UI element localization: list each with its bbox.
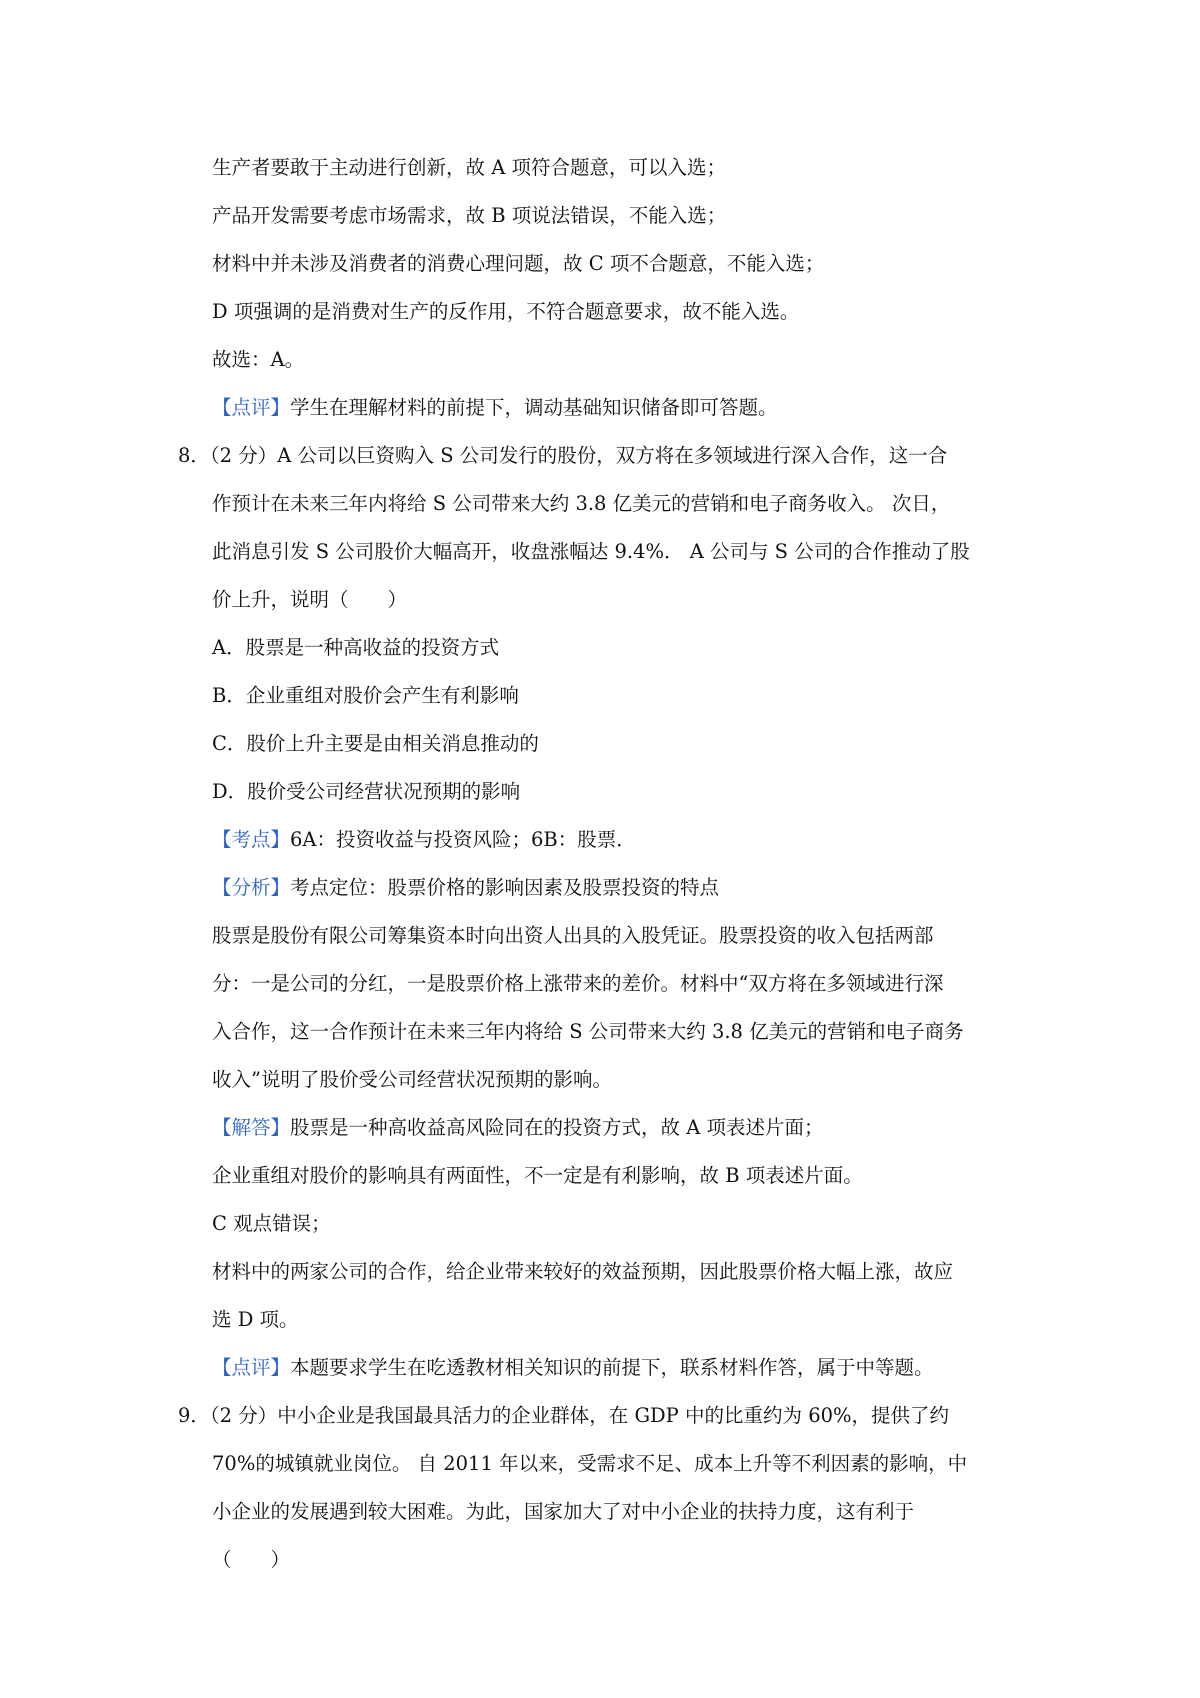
q8-fenxi-line-4: 收入”说明了股价受公司经营状况预期的影响。 xyxy=(212,1068,612,1091)
q8-stem-line-3: 此消息引发 S 公司股价大幅高开，收盘涨幅达 9.4%． A 公司与 S 公司的合作推动了股 xyxy=(212,540,970,563)
fenxi-text: 考点定位：股票价格的影响因素及股票投资的特点 xyxy=(290,876,720,899)
prev-answer-line-1: 生产者要敢于主动进行创新，故 A 项符合题意，可以入选； xyxy=(212,156,726,179)
q9-stem-line-2: 70%的城镇就业岗位。 自 2011 年以来，受需求不足、成本上升等不利因素的影响，中 xyxy=(212,1452,968,1475)
q8-dianping xyxy=(212,1354,934,1382)
q8-stem-line-4: 价上升，说明（ ） xyxy=(212,588,408,611)
q8-jieda-line-2: C 观点错误； xyxy=(212,1212,331,1235)
prev-answer-line-4: D 项强调的是消费对生产的反作用，不符合题意要求，故不能入选。 xyxy=(212,300,800,323)
prev-answer-line-5: 故选：A。 xyxy=(212,348,305,371)
q8-stem-line-2: 作预计在未来三年内将给 S 公司带来大约 3.8 亿美元的营销和电子商务收入。 次日， xyxy=(212,492,951,515)
q9-stem-line-4: （ ） xyxy=(212,1548,291,1571)
kaodian-text: 6A：投资收益与投资风险；6B：股票． xyxy=(290,828,636,851)
q8-jieda-line-4: 选 D 项。 xyxy=(212,1308,299,1331)
jieda-text: 股票是一种高收益高风险同在的投资方式，故 A 项表述片面； xyxy=(290,1116,824,1139)
q8-fenxi xyxy=(212,874,719,902)
fenxi-tag: 【分析】 xyxy=(212,876,291,899)
comment-text: 学生在理解材料的前提下，调动基础知识储备即可答题。 xyxy=(290,396,778,419)
q8-option-b: B．企业重组对股价会产生有利影响 xyxy=(212,684,519,707)
q8-option-d: D．股价受公司经营状况预期的影响 xyxy=(212,780,521,803)
dianping-text: 本题要求学生在吃透教材相关知识的前提下，联系材料作答，属于中等题。 xyxy=(290,1356,934,1379)
comment-tag: 【点评】 xyxy=(212,396,291,419)
q8-jieda-line-1: 企业重组对股价的影响具有两面性，不一定是有利影响，故 B 项表述片面。 xyxy=(212,1164,863,1187)
kaodian-tag: 【考点】 xyxy=(212,828,291,851)
prev-answer-line-2: 产品开发需要考虑市场需求，故 B 项说法错误，不能入选； xyxy=(212,204,727,227)
q8-kaodian xyxy=(212,826,636,854)
prev-answer-line-3: 材料中并未涉及消费者的消费心理问题，故 C 项不合题意，不能入选； xyxy=(212,252,825,275)
q8-fenxi-line-1: 股票是股份有限公司筹集资本时向出资人出具的入股凭证。股票投资的收入包括两部 xyxy=(212,924,934,947)
q8-stem-line-1: 8．（2 分）A 公司以巨资购入 S 公司发行的股份，双方将在多领域进行深入合作，这一合 xyxy=(178,444,948,467)
q9-stem-line-1: 9．（2 分）中小企业是我国最具活力的企业群体，在 GDP 中的比重约为 60%，提供了约 xyxy=(178,1404,950,1427)
prev-comment xyxy=(212,394,778,422)
dianping-tag: 【点评】 xyxy=(212,1356,291,1379)
q8-jieda xyxy=(212,1114,824,1142)
q8-fenxi-line-3: 入合作，这一合作预计在未来三年内将给 S 公司带来大约 3.8 亿美元的营销和电子商务 xyxy=(212,1020,964,1043)
q8-option-a: A．股票是一种高收益的投资方式 xyxy=(212,636,500,659)
q9-stem-line-3: 小企业的发展遇到较大困难。为此，国家加大了对中小企业的扶持力度，这有利于 xyxy=(212,1500,915,1523)
q8-fenxi-line-2: 分：一是公司的分红，一是股票价格上涨带来的差价。材料中“双方将在多领域进行深 xyxy=(212,972,944,995)
jieda-tag: 【解答】 xyxy=(212,1116,291,1139)
q8-option-c: C．股价上升主要是由相关消息推动的 xyxy=(212,732,539,755)
q8-jieda-line-3: 材料中的两家公司的合作，给企业带来较好的效益预期，因此股票价格大幅上涨，故应 xyxy=(212,1260,954,1283)
